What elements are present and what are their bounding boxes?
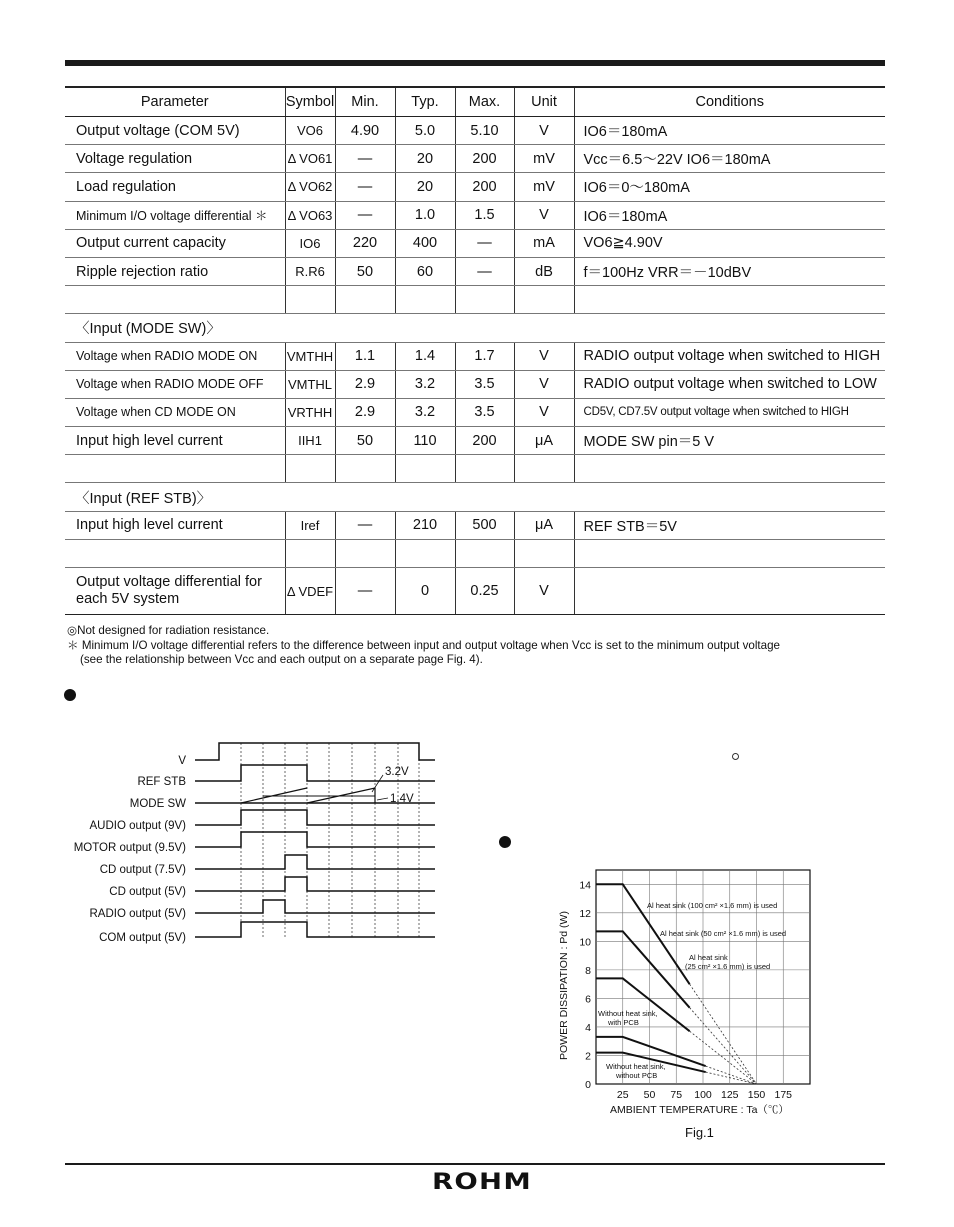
series-extension bbox=[706, 1066, 757, 1084]
max-cell: — bbox=[455, 257, 514, 285]
rohm-logo: ROHM bbox=[432, 1170, 532, 1195]
table-row bbox=[65, 511, 885, 539]
threshold-high-label: 3.2V bbox=[385, 766, 409, 778]
max-cell: 1.5 bbox=[455, 201, 514, 229]
condition-cell: MODE SW pin＝5 V bbox=[574, 427, 885, 455]
condition-cell: f＝100Hz VRR＝－10dBV bbox=[574, 257, 885, 285]
timing-waveform bbox=[195, 877, 435, 891]
max-cell: 3.5 bbox=[455, 398, 514, 426]
table-row bbox=[65, 427, 885, 455]
unit-cell: V bbox=[514, 342, 574, 370]
typ-cell: 3.2 bbox=[395, 370, 455, 398]
min-cell: — bbox=[335, 201, 395, 229]
series-line bbox=[596, 931, 690, 1007]
section-label-ref-stb: 〈Input (REF STB)〉 bbox=[65, 483, 885, 511]
header-min: Min. bbox=[335, 87, 395, 117]
x-tick-label: 75 bbox=[670, 1089, 683, 1101]
symbol-cell: VMTHH bbox=[285, 342, 335, 370]
symbol-cell: VO6 bbox=[285, 117, 335, 145]
unit-cell: mA bbox=[514, 229, 574, 257]
timing-waveform bbox=[195, 922, 435, 937]
unit-cell: mV bbox=[514, 173, 574, 201]
timing-waveform bbox=[195, 810, 435, 825]
typ-cell: 1.4 bbox=[395, 342, 455, 370]
series-label: Al heat sink (100 cm² ×1.6 mm) is used bbox=[647, 901, 778, 910]
timing-signal-label: MODE SW bbox=[129, 798, 186, 810]
param-cell: Voltage when RADIO MODE OFF bbox=[65, 370, 285, 398]
param-cell: Voltage regulation bbox=[65, 145, 285, 173]
table-row bbox=[65, 370, 885, 398]
condition-cell: IO6＝180mA bbox=[574, 201, 885, 229]
symbol-cell: Δ VO63 bbox=[285, 201, 335, 229]
unit-cell: V bbox=[514, 117, 574, 145]
min-cell: — bbox=[335, 145, 395, 173]
timing-signal-label: REF STB bbox=[137, 776, 186, 788]
param-cell: Ripple rejection ratio bbox=[65, 257, 285, 285]
header-symbol: Symbol bbox=[285, 87, 335, 117]
x-tick-label: 100 bbox=[694, 1089, 712, 1101]
timing-signal-label: AUDIO output (9V) bbox=[89, 820, 186, 832]
symbol-cell: IIH1 bbox=[285, 427, 335, 455]
unit-cell: dB bbox=[514, 257, 574, 285]
notes bbox=[67, 624, 897, 668]
typ-cell: 60 bbox=[395, 257, 455, 285]
max-cell: 200 bbox=[455, 427, 514, 455]
param-cell: Input high level current bbox=[65, 427, 285, 455]
table-row bbox=[65, 117, 885, 145]
min-cell: — bbox=[335, 511, 395, 539]
x-tick-label: 150 bbox=[747, 1089, 766, 1101]
condition-cell: RADIO output voltage when switched to HIGH bbox=[574, 342, 885, 370]
y-tick-label: 0 bbox=[585, 1079, 591, 1091]
x-tick-label: 125 bbox=[720, 1089, 739, 1101]
unit-cell: V bbox=[514, 568, 574, 615]
max-cell: 1.7 bbox=[455, 342, 514, 370]
header-typ: Typ. bbox=[395, 87, 455, 117]
figure-caption: Fig.1 bbox=[685, 1125, 714, 1140]
max-cell: 3.5 bbox=[455, 370, 514, 398]
typ-cell: 210 bbox=[395, 511, 455, 539]
series-label: Without heat sink, with PCB bbox=[598, 1009, 658, 1027]
typ-cell: 400 bbox=[395, 229, 455, 257]
condition-cell: REF STB＝5V bbox=[574, 511, 885, 539]
max-cell: 200 bbox=[455, 173, 514, 201]
table-row bbox=[65, 257, 885, 285]
table-row bbox=[65, 568, 885, 615]
section-bullet bbox=[499, 836, 511, 848]
unit-cell: V bbox=[514, 398, 574, 426]
min-cell: 50 bbox=[335, 427, 395, 455]
param-cell: Voltage when CD MODE ON bbox=[65, 398, 285, 426]
section-label-mode-sw: 〈Input (MODE SW)〉 bbox=[65, 314, 885, 342]
param-cell: Load regulation bbox=[65, 173, 285, 201]
typ-cell: 5.0 bbox=[395, 117, 455, 145]
timing-waveform bbox=[195, 855, 435, 869]
series-line bbox=[596, 1037, 706, 1066]
unit-cell: V bbox=[514, 201, 574, 229]
x-tick-label: 25 bbox=[616, 1089, 629, 1101]
condition-cell bbox=[574, 568, 885, 615]
empty-row bbox=[65, 455, 885, 483]
condition-cell: VO6≧4.90V bbox=[574, 229, 885, 257]
table-row bbox=[65, 398, 885, 426]
threshold-low-label: 1.4V bbox=[390, 793, 414, 805]
typ-cell: 20 bbox=[395, 173, 455, 201]
timing-signal-label: V bbox=[178, 755, 186, 767]
max-cell: 500 bbox=[455, 511, 514, 539]
header-parameter: Parameter bbox=[65, 87, 285, 117]
typ-cell: 1.0 bbox=[395, 201, 455, 229]
series-label: Al heat sink (50 cm² ×1.6 mm) is used bbox=[660, 929, 787, 938]
condition-cell: CD5V, CD7.5V output voltage when switched to HIGH bbox=[574, 398, 885, 426]
symbol-cell: VRTHH bbox=[285, 398, 335, 426]
timing-signal-label: CD output (5V) bbox=[109, 886, 186, 898]
timing-waveform bbox=[195, 765, 435, 781]
condition-cell: IO6＝180mA bbox=[574, 117, 885, 145]
x-tick-label: 175 bbox=[774, 1089, 793, 1101]
max-cell: — bbox=[455, 229, 514, 257]
empty-row bbox=[65, 286, 885, 314]
section-row bbox=[65, 314, 885, 342]
symbol-cell: Iref bbox=[285, 511, 335, 539]
mode-sw-ramp bbox=[241, 788, 307, 803]
typ-cell: 110 bbox=[395, 427, 455, 455]
note-radiation: ◎Not designed for radiation resistance. bbox=[67, 624, 270, 637]
timing-signal-label: MOTOR output (9.5V) bbox=[73, 842, 186, 854]
bottom-rule bbox=[65, 1163, 885, 1165]
x-axis-label: AMBIENT TEMPERATURE : Ta（℃） bbox=[610, 1104, 789, 1116]
section-row bbox=[65, 483, 885, 511]
max-cell: 5.10 bbox=[455, 117, 514, 145]
section-bullet bbox=[64, 689, 76, 701]
y-tick-label: 4 bbox=[585, 1021, 591, 1034]
typ-cell: 0 bbox=[395, 568, 455, 615]
threshold-pointer bbox=[372, 775, 383, 792]
symbol-cell: IO6 bbox=[285, 229, 335, 257]
header-max: Max. bbox=[455, 87, 514, 117]
min-cell: 2.9 bbox=[335, 370, 395, 398]
series-extension bbox=[706, 1072, 757, 1084]
series-extension bbox=[690, 1008, 757, 1084]
symbol-cell: Δ VO62 bbox=[285, 173, 335, 201]
header-conditions: Conditions bbox=[574, 87, 885, 117]
timing-waveform bbox=[195, 832, 435, 847]
y-tick-label: 14 bbox=[579, 879, 591, 892]
y-axis-label: POWER DISSIPATION : Pd (W) bbox=[558, 911, 570, 1060]
table-row bbox=[65, 173, 885, 201]
unit-cell: V bbox=[514, 370, 574, 398]
timing-signal-label: RADIO output (5V) bbox=[89, 908, 186, 920]
series-label: Al heat sink (25 cm² ×1.6 mm) is used bbox=[685, 953, 771, 971]
min-cell: — bbox=[335, 568, 395, 615]
table-row bbox=[65, 145, 885, 173]
param-cell: Output current capacity bbox=[65, 229, 285, 257]
note-min-io-cont: (see the relationship between Vcc and each output on a separate page Fig. 4). bbox=[80, 653, 483, 666]
table-header-row bbox=[65, 87, 885, 117]
timing-signal-label: CD output (7.5V) bbox=[99, 864, 186, 876]
unit-cell: μA bbox=[514, 427, 574, 455]
timing-waveform bbox=[195, 743, 435, 760]
symbol-cell: Δ VO61 bbox=[285, 145, 335, 173]
timing-signal-label: COM output (5V) bbox=[99, 932, 186, 944]
min-cell: 220 bbox=[335, 229, 395, 257]
condition-cell: RADIO output voltage when switched to LOW bbox=[574, 370, 885, 398]
typ-cell: 20 bbox=[395, 145, 455, 173]
y-tick-label: 6 bbox=[585, 993, 591, 1006]
chart-frame bbox=[596, 870, 810, 1084]
max-cell: 200 bbox=[455, 145, 514, 173]
mode-sw-ramp bbox=[307, 788, 375, 803]
series-line bbox=[596, 978, 690, 1031]
table-row bbox=[65, 342, 885, 370]
y-tick-label: 10 bbox=[579, 936, 591, 949]
min-cell: 4.90 bbox=[335, 117, 395, 145]
top-rule bbox=[65, 60, 885, 66]
condition-cell: Vcc＝6.5～22V IO6＝180mA bbox=[574, 145, 885, 173]
series-extension bbox=[690, 984, 757, 1084]
note-min-io: ＊ Minimum I/O voltage differential refers to the difference between input and output voltage when Vcc is set to the minimum output voltage bbox=[67, 638, 780, 652]
series-line bbox=[596, 884, 690, 984]
typ-cell: 3.2 bbox=[395, 398, 455, 426]
series-label: Without heat sink, without PCB bbox=[606, 1062, 666, 1080]
param-cell: Voltage when RADIO MODE ON bbox=[65, 342, 285, 370]
timing-waveform bbox=[195, 900, 435, 913]
unit-cell: μA bbox=[514, 511, 574, 539]
min-cell: 50 bbox=[335, 257, 395, 285]
param-cell: Output voltage (COM 5V) bbox=[65, 117, 285, 145]
symbol-cell: VMTHL bbox=[285, 370, 335, 398]
x-tick-label: 50 bbox=[643, 1089, 656, 1101]
empty-row bbox=[65, 539, 885, 567]
condition-cell: IO6＝0～180mA bbox=[574, 173, 885, 201]
min-cell: — bbox=[335, 173, 395, 201]
header-unit: Unit bbox=[514, 87, 574, 117]
y-tick-label: 12 bbox=[579, 907, 591, 920]
electrical-characteristics-table bbox=[65, 86, 885, 615]
threshold-pointer bbox=[377, 798, 388, 800]
table-row bbox=[65, 201, 885, 229]
min-cell: 1.1 bbox=[335, 342, 395, 370]
param-cell: Minimum I/O voltage differential ＊ bbox=[65, 201, 285, 229]
table-row bbox=[65, 229, 885, 257]
series-extension bbox=[690, 1031, 757, 1084]
y-tick-label: 8 bbox=[585, 964, 591, 977]
degree-mark bbox=[732, 753, 739, 760]
param-cell: Input high level current bbox=[65, 511, 285, 539]
min-cell: 2.9 bbox=[335, 398, 395, 426]
max-cell: 0.25 bbox=[455, 568, 514, 615]
param-cell: Output voltage differential for each 5V system bbox=[65, 568, 285, 615]
unit-cell: mV bbox=[514, 145, 574, 173]
series-line bbox=[596, 1053, 706, 1072]
symbol-cell: Δ VDEF bbox=[285, 568, 335, 615]
symbol-cell: R.R6 bbox=[285, 257, 335, 285]
y-tick-label: 2 bbox=[585, 1050, 591, 1063]
